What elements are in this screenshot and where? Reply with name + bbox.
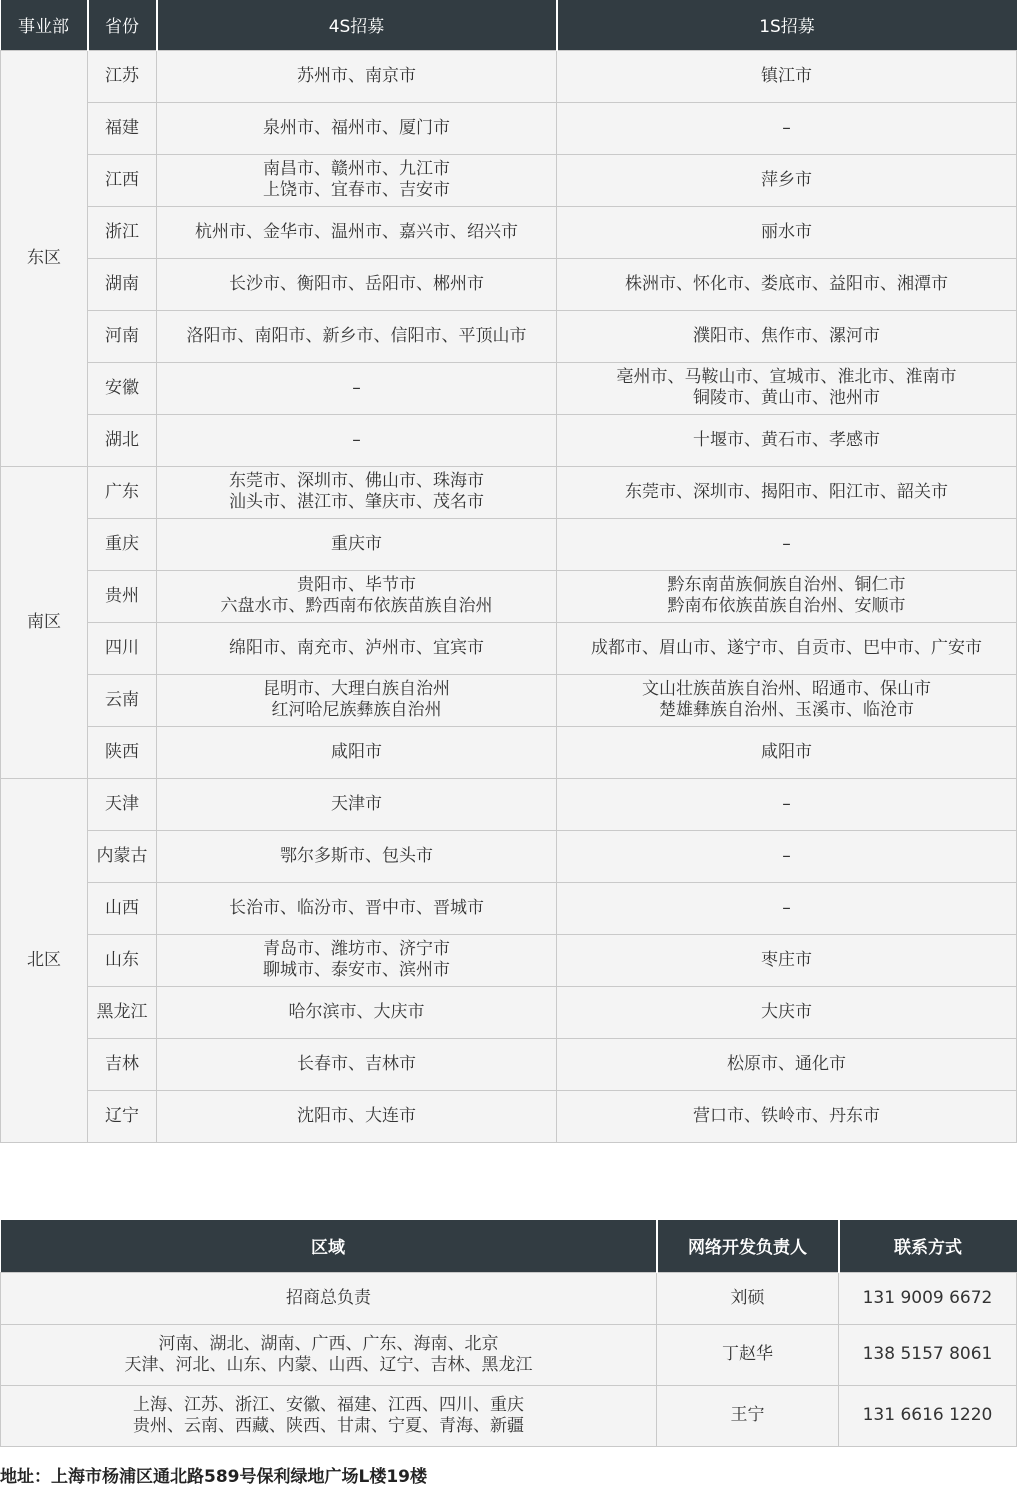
city-list-line: 聊城市、泰安市、滨州市 <box>263 960 450 980</box>
cities-4s-cell <box>157 1038 557 1090</box>
city-list-line: 大庆市 <box>761 1001 812 1022</box>
city-list-line: 镇江市 <box>761 65 812 86</box>
recruitment-row <box>1 310 1017 362</box>
recruitment-row <box>1 934 1017 986</box>
city-list-line: 株洲市、怀化市、娄底市、益阳市、湘潭市 <box>625 273 948 294</box>
area-line: 招商总负责 <box>286 1287 371 1308</box>
recruitment-row <box>1 570 1017 622</box>
recruitment-row <box>1 154 1017 206</box>
city-list-line: 重庆市 <box>331 533 382 554</box>
province-cell: 陕西 <box>88 726 157 778</box>
division-cell: 南区 <box>1 466 88 778</box>
contact-manager: 刘硕 <box>657 1272 839 1324</box>
city-list-line: 亳州市、马鞍山市、宣城市、淮北市、淮南市 <box>616 367 957 387</box>
cities-4s-cell <box>157 102 557 154</box>
city-list-line: 咸阳市 <box>761 741 812 762</box>
cities-1s-cell <box>557 674 1017 726</box>
recruitment-row <box>1 1090 1017 1142</box>
cities-1s-cell <box>557 258 1017 310</box>
recruitment-row <box>1 206 1017 258</box>
cities-4s-cell <box>157 362 557 414</box>
recruitment-row <box>1 622 1017 674</box>
cities-1s-cell <box>557 934 1017 986</box>
cities-4s-cell <box>157 310 557 362</box>
province-cell: 山东 <box>88 934 157 986</box>
recruitment-row <box>1 830 1017 882</box>
city-list-line: 昆明市、大理白族自治州 <box>263 679 450 699</box>
city-list-line: 长沙市、衡阳市、岳阳市、郴州市 <box>229 273 484 294</box>
header-phone: 联系方式 <box>839 1220 1017 1272</box>
cities-1s-cell <box>557 778 1017 830</box>
header-area: 区域 <box>1 1220 657 1272</box>
cities-1s-cell <box>557 882 1017 934</box>
city-list-line: – <box>782 897 791 918</box>
recruitment-row <box>1 414 1017 466</box>
city-list-line: 红河哈尼族彝族自治州 <box>271 700 442 720</box>
city-list-line: 枣庄市 <box>761 949 812 970</box>
cities-1s-cell <box>557 414 1017 466</box>
contact-manager: 王宁 <box>657 1385 839 1446</box>
cities-4s-cell <box>157 726 557 778</box>
recruitment-row <box>1 466 1017 518</box>
contact-phone: 138 5157 8061 <box>839 1324 1017 1385</box>
cities-1s-cell <box>557 102 1017 154</box>
cities-4s-cell <box>157 882 557 934</box>
cities-1s-cell <box>557 726 1017 778</box>
header-province: 省份 <box>88 0 157 50</box>
city-list-line: 汕头市、湛江市、肇庆市、茂名市 <box>229 492 484 512</box>
city-list-line: 营口市、铁岭市、丹东市 <box>693 1105 880 1126</box>
contact-area <box>1 1272 657 1324</box>
city-list-line: 绵阳市、南充市、泸州市、宜宾市 <box>229 637 484 658</box>
city-list-line: – <box>352 377 361 398</box>
province-cell: 吉林 <box>88 1038 157 1090</box>
city-list-line: 长治市、临汾市、晋中市、晋城市 <box>229 897 484 918</box>
recruitment-body <box>1 50 1017 1142</box>
area-line: 贵州、云南、西藏、陕西、甘肃、宁夏、青海、新疆 <box>133 1415 524 1436</box>
recruitment-row <box>1 778 1017 830</box>
recruitment-row <box>1 50 1017 102</box>
cities-4s-cell <box>157 830 557 882</box>
city-list-line: 沈阳市、大连市 <box>297 1105 416 1126</box>
contact-table <box>0 1220 1017 1447</box>
city-list-line: 南昌市、赣州市、九江市 <box>263 159 450 179</box>
city-list-line: 铜陵市、黄山市、池州市 <box>693 388 880 408</box>
city-list-line: 六盘水市、黔西南布依族苗族自治州 <box>220 596 493 616</box>
city-list-line: 成都市、眉山市、遂宁市、自贡市、巴中市、广安市 <box>591 637 982 658</box>
city-list-line: 青岛市、潍坊市、济宁市 <box>263 939 450 959</box>
contact-area <box>1 1385 657 1446</box>
contact-manager: 丁赵华 <box>657 1324 839 1385</box>
division-cell: 东区 <box>1 50 88 466</box>
cities-1s-cell <box>557 830 1017 882</box>
cities-4s-cell <box>157 674 557 726</box>
province-cell: 云南 <box>88 674 157 726</box>
province-cell: 黑龙江 <box>88 986 157 1038</box>
province-cell: 内蒙古 <box>88 830 157 882</box>
city-list-line: 苏州市、南京市 <box>297 65 416 86</box>
province-cell: 浙江 <box>88 206 157 258</box>
recruitment-row <box>1 1038 1017 1090</box>
city-list-line: 丽水市 <box>761 221 812 242</box>
cities-4s-cell <box>157 622 557 674</box>
cities-1s-cell <box>557 570 1017 622</box>
recruitment-row <box>1 102 1017 154</box>
cities-1s-cell <box>557 50 1017 102</box>
recruitment-row <box>1 882 1017 934</box>
city-list-line: 咸阳市 <box>331 741 382 762</box>
header-1s-recruit: 1S招募 <box>557 0 1017 50</box>
cities-4s-cell <box>157 570 557 622</box>
area-line: 天津、河北、山东、内蒙、山西、辽宁、吉林、黑龙江 <box>124 1354 533 1375</box>
header-division: 事业部 <box>1 0 88 50</box>
area-line: 上海、江苏、浙江、安徽、福建、江西、四川、重庆 <box>133 1394 524 1415</box>
city-list-line: 贵阳市、毕节市 <box>297 575 416 595</box>
recruitment-row <box>1 726 1017 778</box>
area-line: 河南、湖北、湖南、广西、广东、海南、北京 <box>158 1333 499 1354</box>
cities-1s-cell <box>557 1038 1017 1090</box>
city-list-line: – <box>782 117 791 138</box>
cities-4s-cell <box>157 778 557 830</box>
cities-4s-cell <box>157 206 557 258</box>
office-address: 地址：上海市杨浦区通北路589号保利绿地广场L楼19楼 <box>0 1467 427 1487</box>
contact-area <box>1 1324 657 1385</box>
header-4s-recruit: 4S招募 <box>157 0 557 50</box>
city-list-line: 黔南布依族苗族自治州、安顺市 <box>667 596 906 616</box>
city-list-line: 黔东南苗族侗族自治州、铜仁市 <box>667 575 906 595</box>
contact-row <box>1 1272 1017 1324</box>
contact-phone: 131 9009 6672 <box>839 1272 1017 1324</box>
cities-1s-cell <box>557 362 1017 414</box>
city-list-line: 天津市 <box>331 793 382 814</box>
cities-1s-cell <box>557 518 1017 570</box>
cities-4s-cell <box>157 934 557 986</box>
city-list-line: – <box>352 429 361 450</box>
province-cell: 山西 <box>88 882 157 934</box>
division-cell: 北区 <box>1 778 88 1142</box>
cities-1s-cell <box>557 622 1017 674</box>
city-list-line: 长春市、吉林市 <box>297 1053 416 1074</box>
city-list-line: 萍乡市 <box>761 169 812 190</box>
city-list-line: 哈尔滨市、大庆市 <box>288 1001 425 1022</box>
contact-row <box>1 1385 1017 1446</box>
province-cell: 河南 <box>88 310 157 362</box>
province-cell: 江苏 <box>88 50 157 102</box>
cities-4s-cell <box>157 154 557 206</box>
contact-row <box>1 1324 1017 1385</box>
cities-4s-cell <box>157 986 557 1038</box>
province-cell: 广东 <box>88 466 157 518</box>
city-list-line: 洛阳市、南阳市、新乡市、信阳市、平顶山市 <box>186 325 527 346</box>
recruitment-header-row <box>1 0 1017 50</box>
province-cell: 湖南 <box>88 258 157 310</box>
city-list-line: – <box>782 845 791 866</box>
province-cell: 福建 <box>88 102 157 154</box>
city-list-line: – <box>782 533 791 554</box>
cities-1s-cell <box>557 206 1017 258</box>
city-list-line: 文山壮族苗族自治州、昭通市、保山市 <box>642 679 931 699</box>
city-list-line: 杭州市、金华市、温州市、嘉兴市、绍兴市 <box>195 221 518 242</box>
cities-1s-cell <box>557 466 1017 518</box>
header-manager: 网络开发负责人 <box>657 1220 839 1272</box>
cities-1s-cell <box>557 310 1017 362</box>
province-cell: 安徽 <box>88 362 157 414</box>
city-list-line: 泉州市、福州市、厦门市 <box>263 117 450 138</box>
cities-4s-cell <box>157 258 557 310</box>
recruitment-row <box>1 362 1017 414</box>
province-cell: 四川 <box>88 622 157 674</box>
province-cell: 湖北 <box>88 414 157 466</box>
province-cell: 贵州 <box>88 570 157 622</box>
cities-1s-cell <box>557 154 1017 206</box>
recruitment-row <box>1 518 1017 570</box>
contact-phone: 131 6616 1220 <box>839 1385 1017 1446</box>
contact-header-row <box>1 1220 1017 1272</box>
recruitment-row <box>1 258 1017 310</box>
recruitment-row <box>1 674 1017 726</box>
city-list-line: 楚雄彝族自治州、玉溪市、临沧市 <box>659 700 914 720</box>
province-cell: 江西 <box>88 154 157 206</box>
recruitment-row <box>1 986 1017 1038</box>
cities-4s-cell <box>157 50 557 102</box>
city-list-line: – <box>782 793 791 814</box>
province-cell: 重庆 <box>88 518 157 570</box>
city-list-line: 东莞市、深圳市、佛山市、珠海市 <box>229 471 484 491</box>
city-list-line: 十堰市、黄石市、孝感市 <box>693 429 880 450</box>
province-cell: 辽宁 <box>88 1090 157 1142</box>
cities-1s-cell <box>557 986 1017 1038</box>
city-list-line: 上饶市、宜春市、吉安市 <box>263 180 450 200</box>
city-list-line: 松原市、通化市 <box>727 1053 846 1074</box>
cities-4s-cell <box>157 414 557 466</box>
province-cell: 天津 <box>88 778 157 830</box>
city-list-line: 东莞市、深圳市、揭阳市、阳江市、韶关市 <box>625 481 948 502</box>
city-list-line: 鄂尔多斯市、包头市 <box>280 845 433 866</box>
cities-1s-cell <box>557 1090 1017 1142</box>
cities-4s-cell <box>157 466 557 518</box>
cities-4s-cell <box>157 1090 557 1142</box>
cities-4s-cell <box>157 518 557 570</box>
city-list-line: 濮阳市、焦作市、漯河市 <box>693 325 880 346</box>
